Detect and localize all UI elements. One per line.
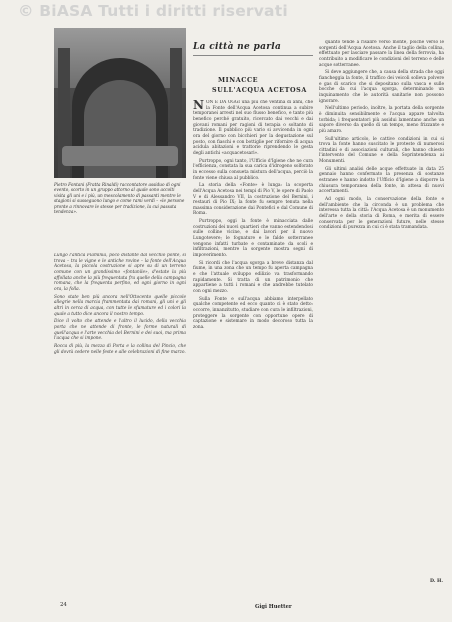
article-body [193,100,313,333]
left-paragraph: Lungo l'antica Flaminia, poco distante dal vecchio ponte, si trova – tra le vigne e le antiche rovine – la fonte dell'Acqua Acetosa, la piccola costruzione si apre su di un terreno comune con un grandissimo «fontanile», d'estate la più affollata anche la più frequentata fra quelle della campagna romana, che la frequenta perfino, ed ogni giorno in ogni ora, la folla. [54,253,186,292]
article-title-line2: SULL'ACQUA ACETOSA [212,86,307,94]
right-column-text [319,40,444,233]
author-initials: D. H. [430,579,443,584]
author-signature: Gigi Huetter [255,604,292,610]
drop-cap: N [193,100,204,112]
article-paragraph: Purtroppo, oggi la fonte è minacciata dalle costruzioni dei nuovi quartieri che vanno estendendosi sulle colline vicine, e dai lavori per il nuovo Lungotevere; le fognature e le falde sotterranee vengono infatti turbate e contaminate da scoli e infiltrazioni, mentre la sorgente mostra segni di impoverimento. [193,219,313,259]
left-column-text [54,253,186,357]
section-heading: La città ne parla [193,42,282,52]
copyright-watermark: © BiASA Tutti i diritti riservati [18,2,288,20]
fountain-photo [54,28,186,178]
article-paragraph: Si ricordi che l'acqua sgorga a breve distanza dal fiume, in una zona che un tempo fu aperta campagna e che l'attuale sviluppo edilizio va trasformando rapidamente. Si tratta di un patrimonio che appartiene a tutti i romani e che andrebbe tutelato con ogni mezzo. [193,260,313,294]
photo-caption: Pietro Fontani (Fratta Rinaldi) raccontatore assiduo di ogni evento, scorto in un gruppo attorno al quale sono accolti visita gli uni e i più, un mescolamento di passanti mentre le stagioni si susseguono lungo e come rami verdi – «le persone pronte a rinnovare le stesse per tradizione, la cui passata tendenza». [54,182,185,215]
left-paragraph: Dice il volto che attende e l'altro il lucido, della vecchia porta che ne attende di fronte, le forme naturali di quell'acqua e l'arte vecchia del Bernini e dei suoi, ma prima l'acqua che si impone. [54,319,186,342]
right-paragraph: Sull'ultimo articolo, le cattive condizioni in cui si trova la fonte hanno suscitato le proteste di numerosi cittadini e di associazioni culturali, che hanno chiesto l'intervento del Comune e della Soprintendenza ai Monumenti. [319,136,444,165]
article-paragraph: Sulla Fonte e sull'acqua abbiamo interpellato qualche competente ed ecco quanto ci è stato detto: occorre, innanzitutto, studiare con cura le infiltrazioni, proteggere la sorgente con opportune opere di captazione e sistemare in modo decoroso tutta la zona. [193,296,313,330]
left-paragraph: Rocca di più, la mezza di Porta e la collina del Pincio, che gli dovrà cedere nelle feste e alle celebrazioni di fine marzo. [54,343,186,355]
heading-rule [193,55,313,56]
right-paragraph: Si deve aggiungere che, a causa della strada che oggi fiancheggia la fonte, il traffico dei veicoli solleva polvere e gas di scarico che si depositano sulla vasca e sulle bocche da cui l'acqua sgorga, determinando un inquinamento che le autorità sanitarie non possono ignorare. [319,70,444,104]
right-paragraph: Gli ultimi analisi delle acque effettuate in data 25 gennaio hanno confermato la presenza di sostanze estranee e hanno indotto l'Ufficio d'Igiene a disporre la chiusura temporanea della fonte, in attesa di nuovi accertamenti. [319,166,444,195]
page-number: 24 [60,602,67,608]
right-paragraph: quanto tende a risalire verso monte, poiché verso le sorgenti dell'Acqua Acetosa. Anche il taglio della collina, effettuato per lasciare passare la linea della ferrovia, ha contribuito a modificare le condizioni del terreno e delle acque sotterranee. [319,40,444,68]
article-paragraph: NON È DA OGGI una più che ventina di anni, che la Fonte dell'Acqua Acetosa continua a subire temporanei arresti nel suo flusso benefico, e tanto più benefico perché gratuito, ricercato dai vecchi e dai giovani romani per ragioni di terapia o soltanto di tradizione. Il pubblico più vario si avvicenda in ogni ora del giorno con bicchieri per la degustazione sul posto, con fiaschi e con bottiglie per rifornire di acqua acidula abitazioni e trattorie riprendendo le gesta degli antichi «acquacetosari». [193,100,313,156]
article-title-line1: MINACCE [218,76,259,84]
article-paragraph: La storia della «Fonte» è lunga: la scoperta dell'Acqua Acetosa nei tempi di Pio V, le opere di Paolo V e di Alessandro VII, la costruzione del Bernini, i restauri di Pio IX; la fonte fu sempre tenuta nella massima considerazione dai Pontefici e dal Comune di Roma. [193,183,313,217]
left-paragraph: Sono state ben più ancora nell'Ottocento quelle piccole allegrie nella marcia frammentata dai romani, gli uni e gli altri in cerca di acqua, con tutte le sfumature ed i colori la quale a tutto dice ancora il nostro tempo. [54,294,186,317]
article-paragraph: Purtroppo, ogni tanto, l'Ufficio d'Igiene che ne cura l'efficienza, constata la sua carica d'idrogeno solforato in eccesso sulla consueta mistura dell'acqua, perciò la fonte viene chiusa al pubblico. [193,158,313,181]
right-paragraph: Nell'ultimo periodo, inoltre, la portata della sorgente è diminuita sensibilmente e l'acqua appare talvolta torbida; i frequentatori più assidui lamentano anche un sapore diverso da quello di un tempo, meno frizzante e più amaro. [319,106,444,134]
right-paragraph: Ad ogni modo, la conservazione della fonte e dell'ambiente che la circonda è un problema che interessa tutta la città: l'Acqua Acetosa è un monumento dell'arte e della storia di Roma, e merita di essere conservata per le generazioni future, nelle stesse condizioni di purezza in cui ci è stata tramandata. [319,197,444,231]
